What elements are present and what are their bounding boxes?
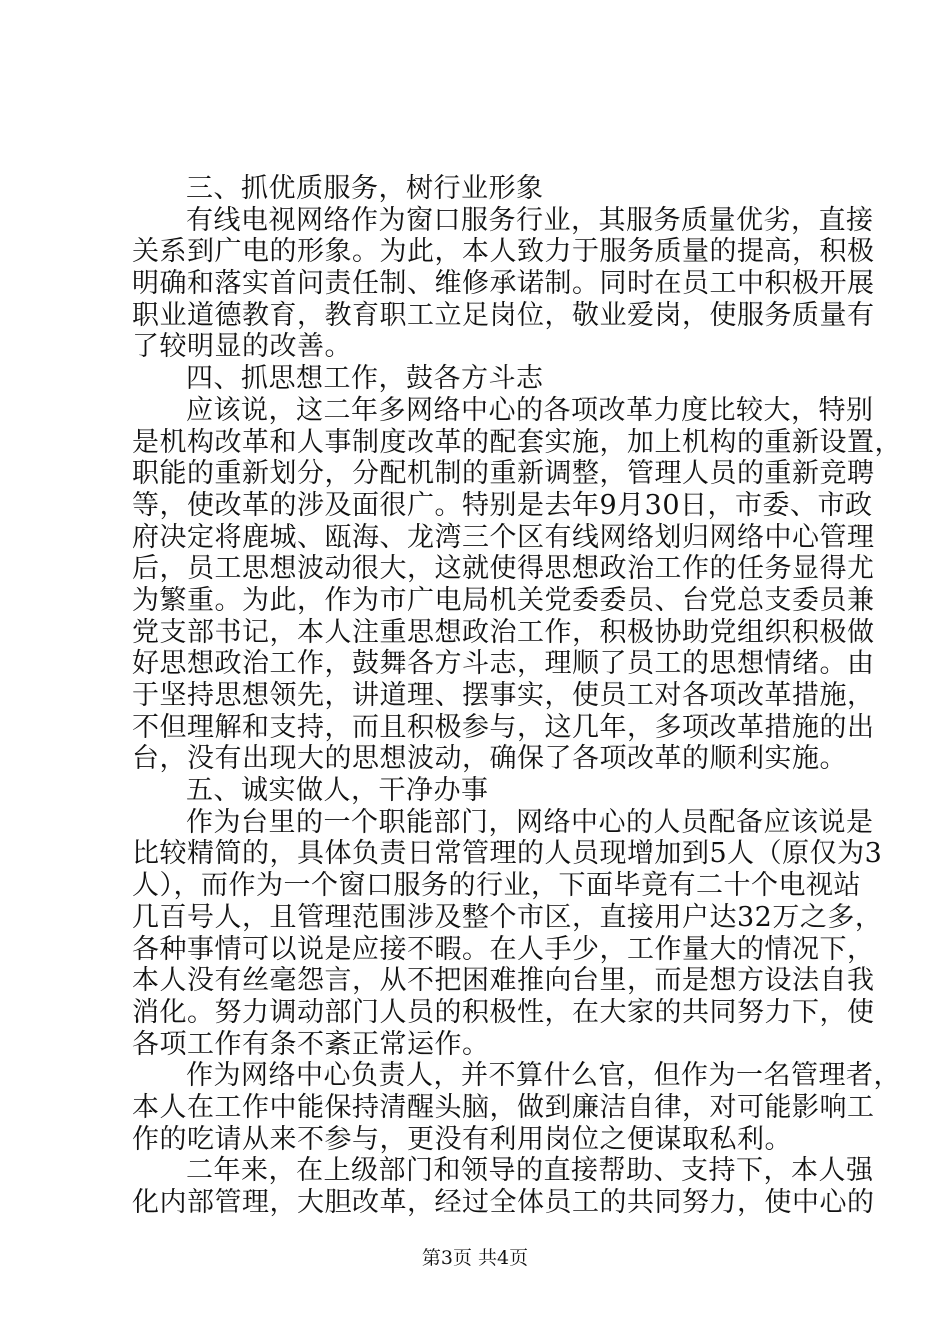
paragraph-line: 应该说，这二年多网络中心的各项改革力度比较大，特别 (186, 395, 874, 426)
paragraph-line: 本人没有丝毫怨言，从不把困难推向台里，而是想方设法自我 (132, 965, 875, 996)
paragraph-line: 作的吃请从来不参与，更没有利用岗位之便谋取私利。 (132, 1124, 792, 1155)
paragraph-line: 关系到广电的形象。为此，本人致力于服务质量的提高，积极 (132, 236, 875, 267)
paragraph-line: 各种事情可以说是应接不暇。在人手少，工作量大的情况下， (132, 934, 875, 965)
paragraph-line: 为繁重。为此，作为市广电局机关党委委员、台党总支委员兼 (132, 585, 875, 616)
paragraph-line: 有线电视网络作为窗口服务行业，其服务质量优劣，直接 (186, 205, 874, 236)
paragraph-line: 职能的重新划分，分配机制的重新调整，管理人员的重新竞聘 (132, 458, 875, 489)
paragraph-line: 各项工作有条不紊正常运作。 (132, 1029, 490, 1060)
paragraph-line: 台，没有出现大的思想波动，确保了各项改革的顺利实施。 (132, 743, 847, 774)
paragraph-line: 作为网络中心负责人，并不算什么官，但作为一名管理者， (186, 1060, 901, 1091)
paragraph-line: 是机构改革和人事制度改革的配套实施，加上机构的重新设置， (132, 427, 902, 458)
paragraph-line: 于坚持思想领先，讲道理、摆事实，使员工对各项改革措施， (132, 680, 875, 711)
paragraph-line: 不但理解和支持，而且积极参与，这几年，多项改革措施的出 (132, 712, 875, 743)
paragraph-line: 消化。努力调动部门人员的积极性，在大家的共同努力下，使 (132, 997, 875, 1028)
paragraph-line: 二年来，在上级部门和领导的直接帮助、支持下，本人强 (186, 1155, 874, 1186)
paragraph-line: 了较明显的改善。 (132, 331, 352, 362)
paragraph-line: 后，员工思想波动很大，这就使得思想政治工作的任务显得尤 (132, 553, 875, 584)
page-number-footer: 第3页 共4页 (421, 1247, 529, 1269)
paragraph-line: 作为台里的一个职能部门，网络中心的人员配备应该说是 (186, 807, 874, 838)
paragraph-line: 等，使改革的涉及面很广。特别是去年9月30日，市委、市政 (132, 490, 873, 521)
paragraph-line: 几百号人，且管理范围涉及整个市区，直接用户达32万之多， (132, 902, 883, 933)
paragraph-line: 党支部书记，本人注重思想政治工作，积极协助党组织积极做 (132, 617, 875, 648)
paragraph-line: 人），而作为一个窗口服务的行业，下面毕竟有二十个电视站 (132, 870, 861, 901)
paragraph-line: 化内部管理，大胆改革，经过全体员工的共同努力，使中心的 (132, 1187, 875, 1218)
heading-section-5: 五、诚实做人，干净办事 (186, 775, 489, 806)
paragraph-line: 明确和落实首问责任制、维修承诺制。同时在员工中积极开展 (132, 268, 875, 299)
paragraph-line: 比较精简的，具体负责日常管理的人员现增加到5人（原仅为3 (132, 838, 883, 869)
heading-section-3: 三、抓优质服务，树行业形象 (186, 173, 544, 204)
paragraph-line: 本人在工作中能保持清醒头脑，做到廉洁自律，对可能影响工 (132, 1092, 875, 1123)
paragraph-line: 好思想政治工作，鼓舞各方斗志，理顺了员工的思想情绪。由 (132, 648, 875, 679)
paragraph-line: 职业道德教育，教育职工立足岗位，敬业爱岗，使服务质量有 (132, 300, 875, 331)
paragraph-line: 府决定将鹿城、瓯海、龙湾三个区有线网络划归网络中心管理 (132, 522, 875, 553)
heading-section-4: 四、抓思想工作，鼓各方斗志 (186, 363, 544, 394)
